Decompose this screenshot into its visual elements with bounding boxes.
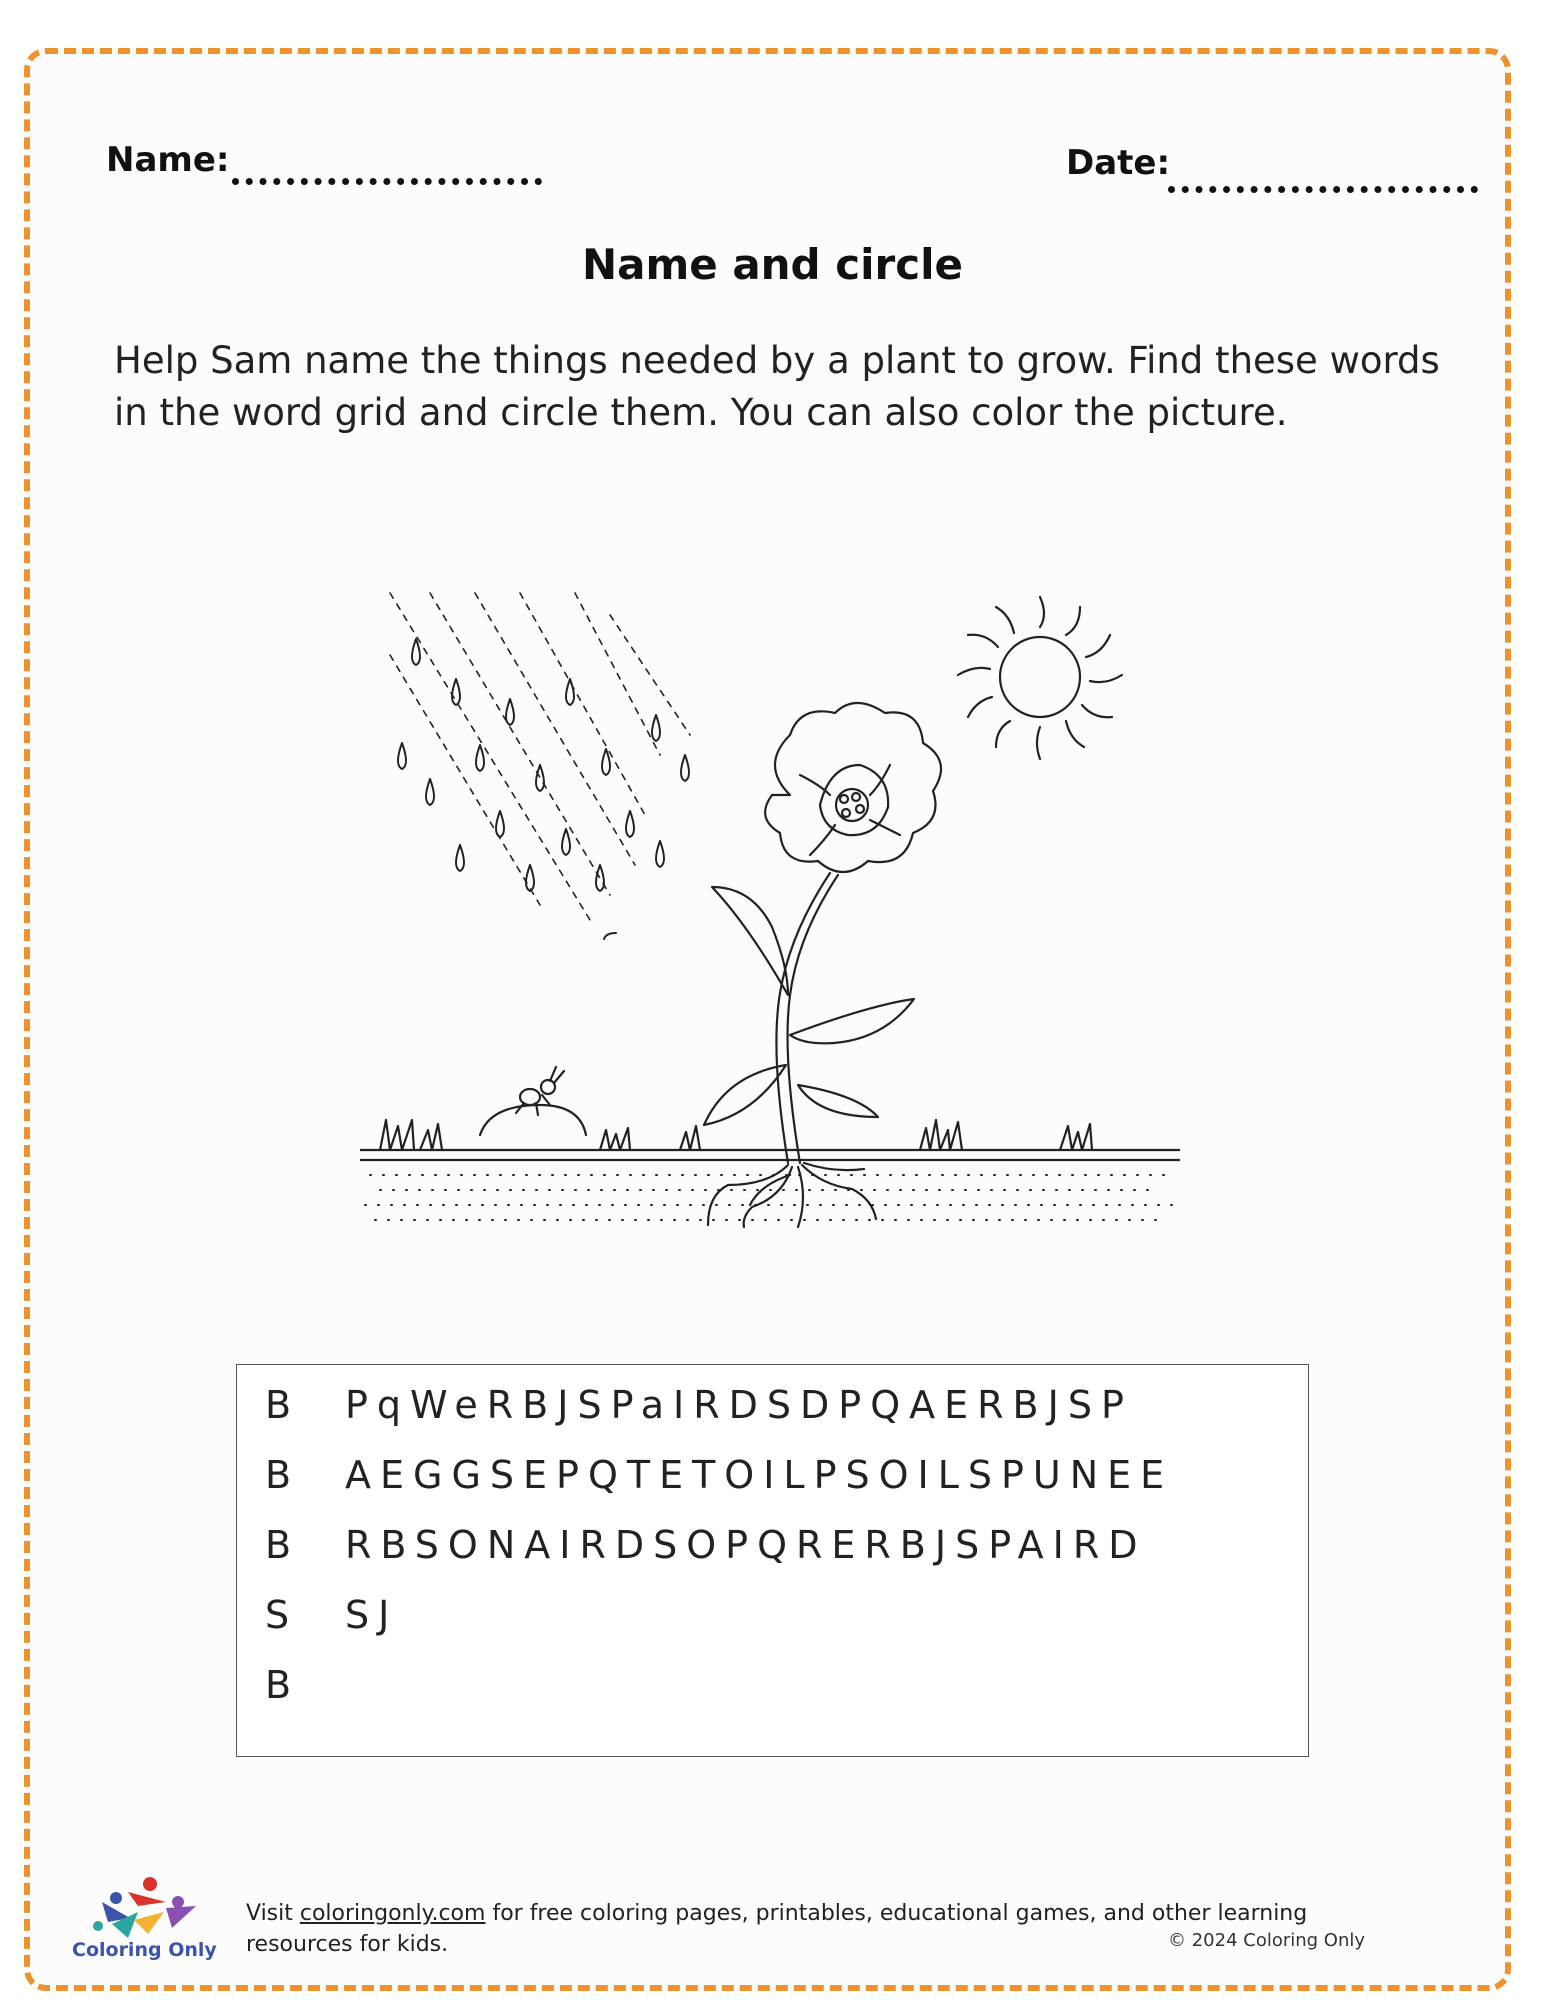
grid-row-first-letter[interactable]: B [265,1523,292,1567]
plant-illustration [360,575,1180,1235]
raindrops [398,639,689,939]
grid-row-first-letter[interactable]: B [265,1663,292,1707]
footer-visit-prefix: Visit [246,1901,300,1926]
ground [360,1120,1180,1220]
instructions-text: Help Sam name the things needed by a plant to grow. Find these words in the word grid and circle them. You can also color the picture. [114,339,1440,434]
grid-row-first-letter[interactable]: B [265,1383,292,1427]
footer-visit-suffix: for free coloring pages, printables, educational games, and other learning resources for kids. [246,1901,1308,1957]
copyright: © 2024 Coloring Only [1168,1930,1366,1951]
grid-row-letters[interactable]: AEGGSEPQTETOILPSOILSPUNEE [345,1453,1174,1497]
grid-row-letters[interactable]: SJ [345,1593,399,1637]
grid-row-first-letter[interactable]: B [265,1453,292,1497]
ant-on-rock [480,1067,586,1135]
word-grid [236,1364,1309,1757]
logo-text: Coloring Only [72,1939,217,1961]
sun [958,597,1122,759]
page-title: Name and circle [581,240,964,289]
coloringonly-link[interactable]: coloringonly.com [299,1901,486,1926]
grid-row-first-letter[interactable]: S [265,1593,290,1637]
stem-and-leaves [704,873,914,1163]
name-line[interactable] [232,178,542,185]
rain [390,593,690,920]
date-line[interactable] [1168,186,1478,193]
date-label: Date: [1066,143,1171,183]
flower-head [765,703,941,872]
grid-row-letters[interactable]: RBSONAIRDSOPQRERBJSPAIRD [345,1523,1147,1567]
grid-row-letters[interactable]: PqWeRBJSPaIRDSDPQAERBJSP [345,1383,1133,1427]
roots [708,1163,876,1227]
name-label: Name: [106,140,230,180]
